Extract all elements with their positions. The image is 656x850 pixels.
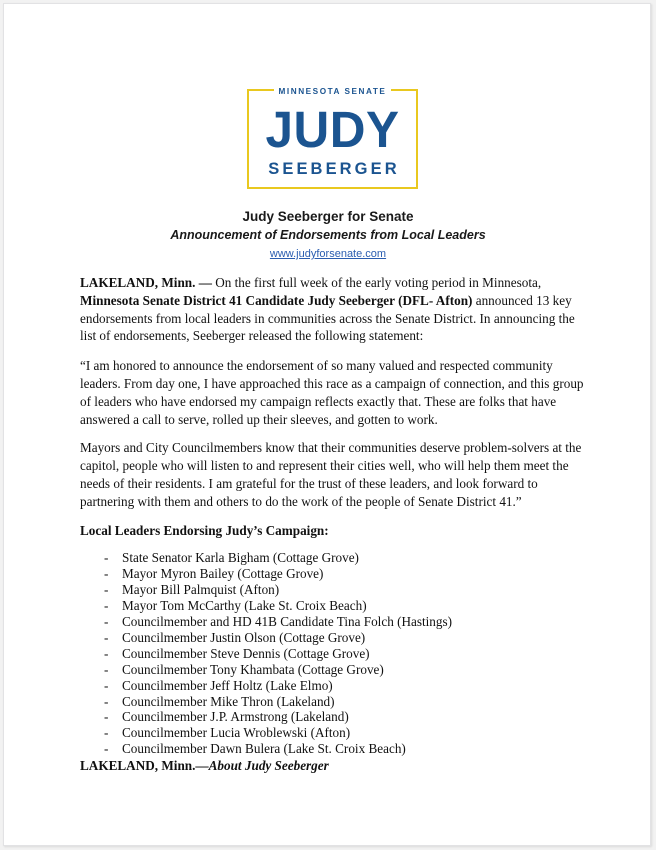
bullet-dash: -	[104, 550, 109, 566]
list-item	[80, 694, 586, 710]
bullet-dash: -	[104, 598, 109, 614]
endorser-name: Councilmember Jeff Holtz (Lake Elmo)	[122, 677, 333, 693]
list-item	[80, 550, 586, 566]
list-item	[80, 725, 586, 741]
logo-first-name: JUDY	[265, 101, 400, 158]
bullet-dash: -	[104, 725, 109, 741]
endorser-name: Councilmember and HD 41B Candidate Tina Folch (Hastings)	[122, 613, 453, 629]
endorser-name: Councilmember Mike Thron (Lakeland)	[122, 693, 335, 709]
website-link-wrap	[4, 245, 652, 262]
endorser-name: Councilmember Lucia Wroblewski (Afton)	[122, 725, 351, 741]
list-item	[80, 566, 586, 582]
endorser-name: Councilmember J.P. Armstrong (Lakeland)	[122, 709, 349, 725]
list-item	[80, 709, 586, 725]
bullet-dash: -	[104, 645, 109, 661]
endorsers-list	[80, 550, 586, 757]
list-item	[80, 741, 586, 757]
closing-line	[80, 757, 586, 775]
bullet-dash: -	[104, 566, 109, 582]
page-subtitle: Announcement of Endorsements from Local Leaders	[170, 228, 486, 242]
lede-paragraph	[80, 274, 586, 345]
document-page	[3, 3, 651, 846]
endorsers-heading: Local Leaders Endorsing Judy’s Campaign:	[80, 522, 329, 538]
list-item	[80, 582, 586, 598]
page-title: Judy Seeberger for Senate	[242, 209, 414, 224]
bullet-dash: -	[104, 693, 109, 709]
endorser-name: Councilmember Steve Dennis (Cottage Grove)	[122, 645, 370, 661]
endorser-name: Councilmember Tony Khambata (Cottage Grove)	[122, 661, 384, 677]
list-item	[80, 598, 586, 614]
quote-paragraph-1: “I am honored to announce the endorsement of so many valued and respected community leaders. From day one, I have approached this race as a campaign of connection, and this group of leaders who have endorsed my campaign reflects exactly that. These are folks that have answered a call to serve, rolled up their sleeves, and gotten to work.	[80, 358, 584, 427]
endorser-name: Councilmember Dawn Bulera (Lake St. Croix Beach)	[122, 741, 406, 757]
logo-eyebrow-text: MINNESOTA SENATE	[274, 88, 392, 96]
endorser-name: Mayor Bill Palmquist (Afton)	[122, 582, 280, 598]
bullet-dash: -	[104, 582, 109, 598]
list-item	[80, 678, 586, 694]
document-body	[80, 274, 586, 786]
list-item	[80, 614, 586, 630]
logo-last-name: SEEBERGER	[268, 160, 400, 178]
lede-text-2: announced 13 key endorsements from local leaders in communities across the Senate District. In announcing the list of endorsements, Seeberger released the following statement:	[80, 292, 575, 344]
logo-eyebrow	[247, 82, 418, 98]
bullet-dash: -	[104, 629, 109, 645]
closing-about: About Judy Seeberger	[208, 758, 329, 774]
quote-paragraph-2: Mayors and City Councilmembers know that their communities deserve problem-solvers at the capitol, people who will listen to and represent their cities well, who will help them meet the needs of their residents. I am grateful for the trust of these leaders, and look forward to partnering with them and others to do the work of the people of Senate District 41.”	[80, 440, 582, 509]
endorser-name: Mayor Myron Bailey (Cottage Grove)	[122, 566, 324, 582]
lede-text-1: On the first full week of the early voting period in Minnesota,	[215, 275, 542, 290]
bullet-dash: -	[104, 613, 109, 629]
endorser-name: Councilmember Justin Olson (Cottage Grove)	[122, 629, 366, 645]
list-item	[80, 646, 586, 662]
lede-dateline: LAKELAND, Minn. —	[80, 275, 216, 290]
endorser-name: Mayor Tom McCarthy (Lake St. Croix Beach)	[122, 598, 367, 614]
endorser-name: State Senator Karla Bigham (Cottage Grove)	[122, 550, 359, 566]
bullet-dash: -	[104, 709, 109, 725]
list-item	[80, 662, 586, 678]
bullet-dash: -	[104, 661, 109, 677]
lede-bold-phrase: Minnesota Senate District 41 Candidate Judy Seeberger (DFL- Afton)	[80, 292, 473, 308]
website-link[interactable]: www.judyforsenate.com	[269, 248, 387, 260]
campaign-logo	[247, 89, 418, 189]
bullet-dash: -	[104, 741, 109, 757]
closing-dateline: LAKELAND, Minn.—	[80, 758, 209, 774]
bullet-dash: -	[104, 677, 109, 693]
list-item	[80, 630, 586, 646]
